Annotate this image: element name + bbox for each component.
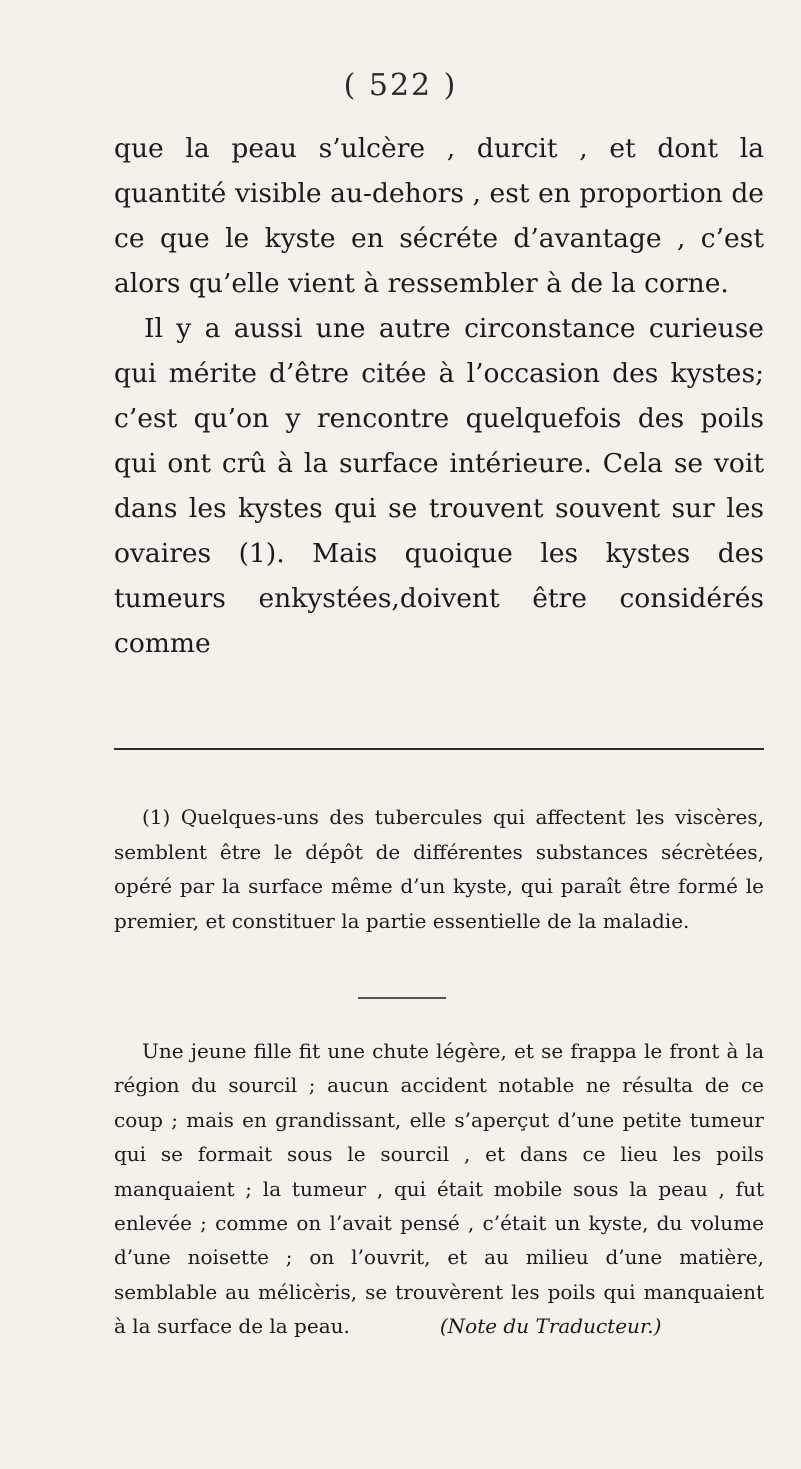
page-number: ( 522 ): [343, 68, 458, 103]
short-separator-rule: [358, 997, 446, 999]
translator-note: [114, 1034, 764, 1344]
translator-note-block: [114, 1034, 764, 1344]
footnote-1: (1) Quelques-uns des tubercules qui affectent les viscères, semblent être le dépôt de différentes substances sécrètées, opéré par la surface même d’un kyste, qui paraît être formé le premier, et constituer la partie essentielle de la maladie.: [114, 805, 764, 933]
main-paragraph-1: que la peau s’ulcère , durcit , et dont la quantité visible au-dehors , est en proportion de ce que le kyste en sécréte d’avantage , c’est alors qu’elle vient à ressembler à de la corne.: [114, 133, 764, 299]
main-paragraph-2: Il y a aussi une autre circonstance curieuse qui mérite d’être citée à l’occasion des kystes; c’est qu’on y rencontre quelquefois des poils qui ont crû à la surface intérieure. Cela se voit dans les kystes qui se trouvent souvent sur les ovaires (1). Mais quoique les kystes des tumeurs enkystées,doivent être considérés comme: [114, 313, 764, 659]
footnote-separator-rule: [114, 748, 764, 750]
main-text-block: [114, 126, 764, 666]
translator-note-attribution: (Note du Traducteur.): [439, 1314, 662, 1339]
footnote-block: [114, 800, 764, 938]
translator-note-text: Une jeune fille fit une chute légère, et se frappa le front à la région du sourcil ; aucun accident notable ne résulta de ce coup ; mais en grandissant, elle s’aperçut d’une petite tumeur qui se formait sous le sourcil , et dans ce lieu les poils manquaient ; la tumeur , qui était mobile sous la peau , fut enlevée ; comme on l’avait pensé , c’était un kyste, du volume d’une noisette ; on l’ouvrit, et au milieu d’une matière, semblable au mélicèris, se trouvèrent les poils qui manquaient à la surface de la peau.: [114, 1039, 764, 1339]
